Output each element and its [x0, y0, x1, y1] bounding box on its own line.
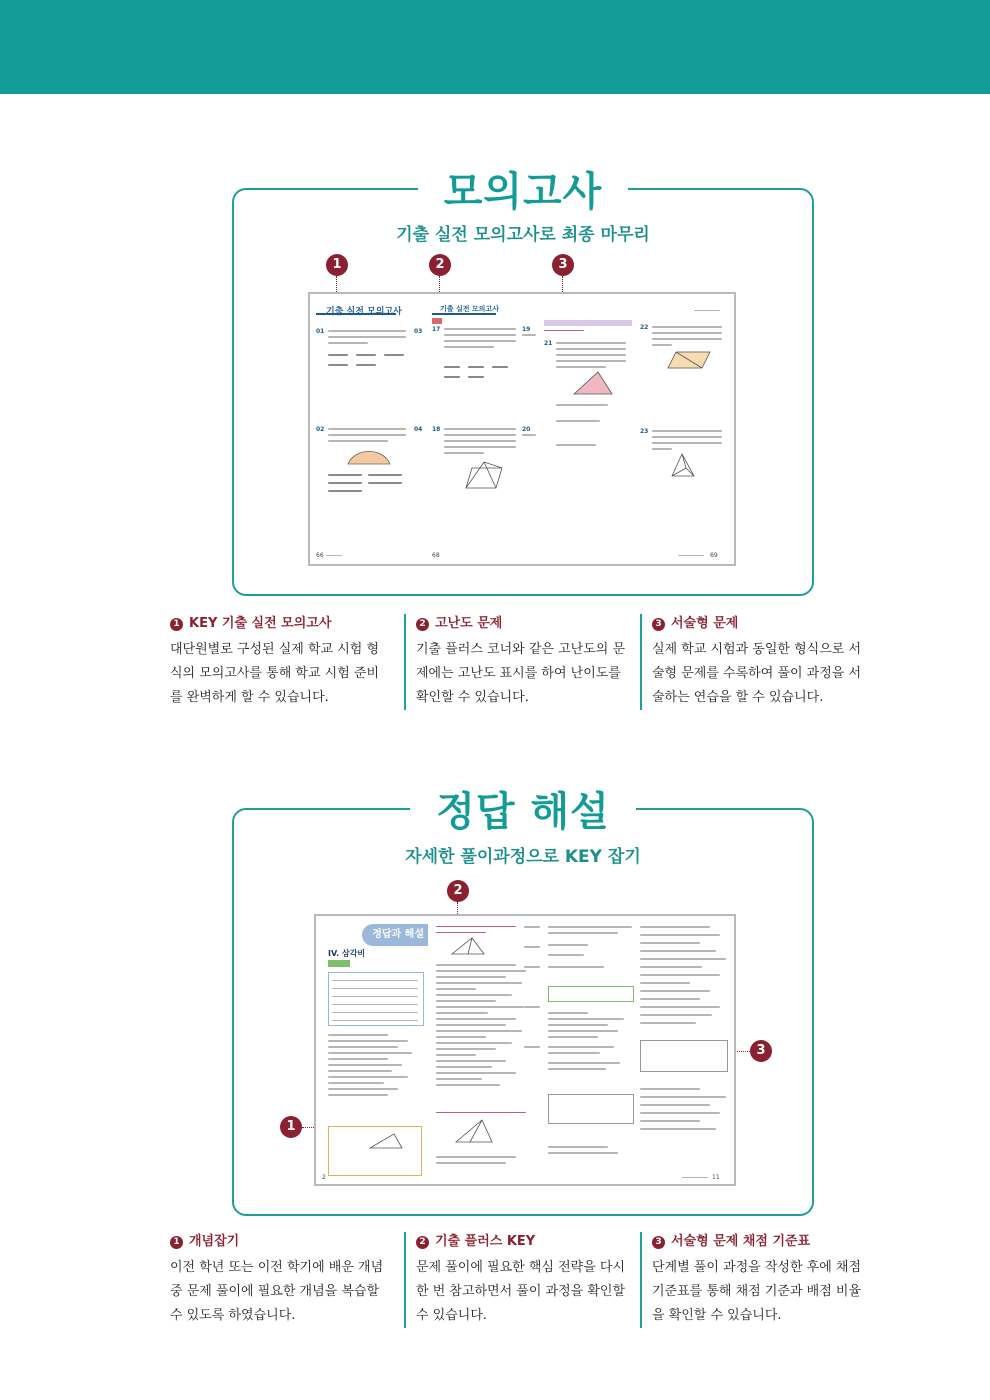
callout-marker-2: 2: [447, 880, 469, 902]
thumb-q01: 01: [316, 328, 325, 335]
thumb-page-number-left: 66: [316, 552, 324, 559]
feature-plus-key: [404, 1232, 631, 1328]
feature-number-badge: 3: [652, 1236, 665, 1249]
callout-marker-2: 2: [429, 254, 451, 276]
section-subtitle: 기출 실전 모의고사로 최종 마무리: [396, 225, 650, 245]
thumb-answer-page-right: [542, 916, 732, 1184]
feature-title: KEY 기출 실전 모의고사: [189, 616, 332, 631]
thumb-q03: 03: [414, 328, 423, 335]
top-banner: [0, 0, 990, 94]
thumb-q23: 23: [640, 428, 649, 435]
thumb-q02: 02: [316, 426, 325, 433]
thumb-q17: 17: [432, 326, 441, 333]
thumb-header-left: 기출 실전 모의고사: [326, 307, 402, 317]
answer-figure-1: [448, 936, 488, 958]
feature-number-badge: 1: [170, 618, 183, 631]
thumb-page-left: [310, 294, 416, 564]
answer-tab-header: 정답과 해설: [362, 924, 428, 946]
answer-figure-2: [452, 1116, 496, 1146]
feature-description: 문제 풀이에 필요한 핵심 전략을 다시 한 번 참고하면서 풀이 과정을 확인할 수 있습니다.: [416, 1260, 626, 1323]
feature-scoring-criteria: [640, 1232, 867, 1328]
thumb-header-mid: 기출 실전 모의고사: [440, 305, 499, 313]
feature-concept-review: [160, 1232, 385, 1328]
thumb-triangle-figure: [568, 368, 618, 398]
thumb-prism-figure: [456, 458, 506, 494]
feature-title: 고난도 문제: [435, 616, 503, 631]
thumb-page-number-right: 69: [710, 552, 718, 559]
feature-description: 대단원별로 구성된 실제 학교 시험 형식의 모의고사를 통해 학교 시험 준비를 완벽하게 할 수 있습니다.: [170, 642, 380, 705]
feature-description: 실제 학교 시험과 동일한 형식으로 서술형 문제를 수록하여 풀이 과정을 서술하는 연습을 할 수 있습니다.: [652, 642, 862, 705]
thumb-tetrahedron-figure: [668, 452, 698, 480]
thumb-answer-page-left: [316, 916, 430, 1184]
feature-hard-problems: [404, 614, 631, 710]
callout-marker-3: 3: [750, 1040, 772, 1062]
mock-exam-section: [232, 169, 814, 596]
feature-description: 단계별 풀이 과정을 작성한 후에 채점 기준표를 통해 채점 기준과 배점 비율을 확인할 수 있습니다.: [652, 1260, 862, 1323]
mock-exam-thumbnail: [308, 292, 736, 566]
thumb-q20: 20: [522, 426, 531, 433]
feature-number-badge: 1: [170, 1236, 183, 1249]
answer-explanation-section: [232, 789, 814, 1216]
feature-description: 기출 플러스 코너와 같은 고난도의 문제에는 고난도 표시를 하여 난이도를 확인할 수 있습니다.: [416, 642, 626, 705]
thumb-q21: 21: [544, 340, 553, 347]
answer-explanation-thumbnail: [314, 914, 736, 1186]
chapter-title: IV. 삼각비: [328, 949, 366, 958]
callout-marker-3: 3: [552, 254, 574, 276]
callout-marker-1: 1: [326, 254, 348, 276]
feature-key-mock-exam: [160, 614, 385, 710]
feature-descriptive-problems: [640, 614, 867, 710]
thumb-page-number-right: 11: [712, 1174, 720, 1181]
feature-title: 서술형 문제 채점 기준표: [671, 1234, 811, 1249]
feature-description: 이전 학년 또는 이전 학기에 배운 개념 중 문제 풀이에 필요한 개념을 복습할 수 있도록 하였습니다.: [170, 1260, 384, 1323]
thumb-q22: 22: [640, 324, 649, 331]
section-subtitle: 자세한 풀이과정으로 KEY 잡기: [405, 847, 641, 867]
concept-triangle-figure: [366, 1132, 406, 1152]
feature-title: 개념잡기: [189, 1234, 240, 1249]
thumb-page-number-mid: 68: [432, 552, 440, 559]
thumb-q18: 18: [432, 426, 441, 433]
feature-title: 서술형 문제: [671, 616, 739, 631]
scoring-table-left: [548, 1094, 634, 1124]
feature-number-badge: 3: [652, 618, 665, 631]
mock-exam-title: 모의고사: [418, 169, 629, 215]
feature-number-badge: 2: [416, 1236, 429, 1249]
answer-explanation-title: 정답 해설: [410, 789, 636, 835]
thumb-answer-page-mid: [432, 916, 544, 1184]
feature-title: 기출 플러스 KEY: [435, 1234, 536, 1249]
feature-number-badge: 2: [416, 618, 429, 631]
thumb-q19: 19: [522, 326, 531, 333]
thumb-parallelogram-figure: [664, 348, 714, 372]
callout-marker-1: 1: [280, 1116, 302, 1138]
section-title: [234, 780, 812, 837]
thumb-page-mid: [428, 294, 540, 564]
thumb-page-number-left: 2: [322, 1174, 326, 1181]
thumb-q04: 04: [414, 426, 423, 433]
scoring-table-right: [640, 1040, 728, 1072]
thumb-semicircle-figure: [344, 444, 394, 468]
thumb-page-right: [538, 294, 732, 564]
section-title: [234, 160, 812, 217]
